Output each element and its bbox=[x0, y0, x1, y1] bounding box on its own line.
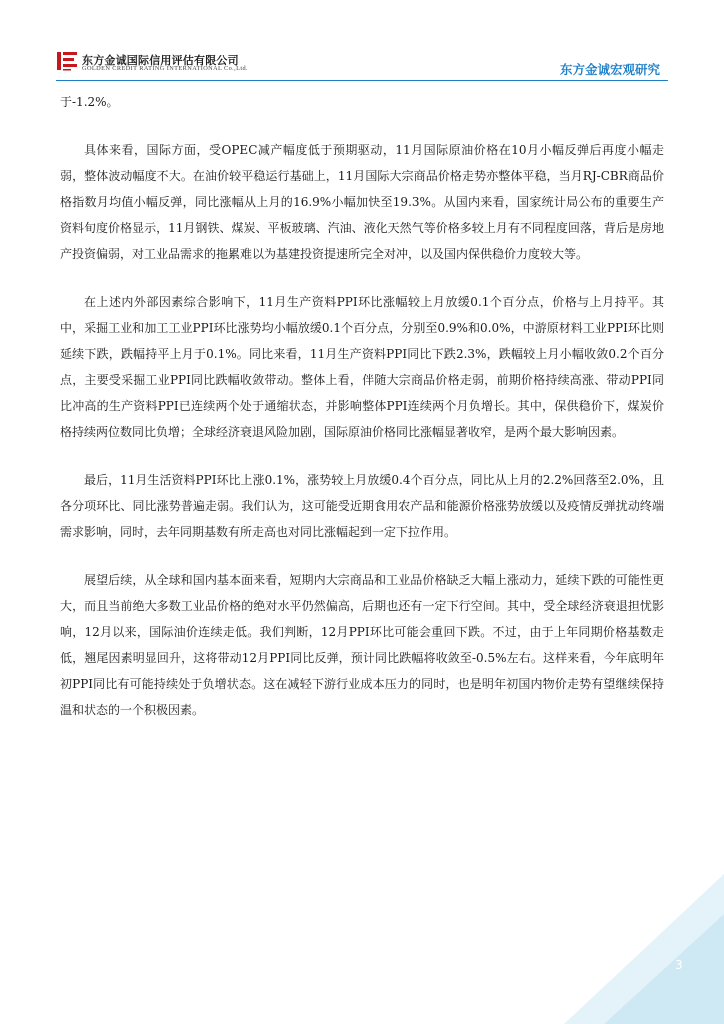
company-name-cn: 东方金诚国际信用评估有限公司 bbox=[82, 54, 239, 67]
corner-decoration bbox=[504, 874, 724, 1024]
page-number: 3 bbox=[675, 958, 683, 972]
company-name-en: GOLDEN CREDIT RATING INTERNATIONAL Co.,Ltd. bbox=[82, 65, 249, 72]
company-logo-icon bbox=[56, 50, 78, 72]
paragraph: 展望后续，从全球和国内基本面来看，短期内大宗商品和工业品价格缺乏大幅上涨动力，延续下跌的可能性更大，而且当前绝大多数工业品价格的绝对水平仍然偏高，后期也还有一定下行空间。其中，受全球经济衰退担忧影响，12月以来，国际油价连续走低。我们判断，12月PPI环比可能会重回下跌。不过，由于上年同期价格基数走低，翘尾因素明显回升，这将带动12月PPI同比反弹，预计同比跌幅将收敛至-0.5%左右。这样来看，今年底明年初PPI同比有可能持续处于负增状态。这在减轻下游行业成本压力的同时，也是明年初国内物价走势有望继续保持温和状态的一个积极因素。 bbox=[60, 573, 664, 717]
article-body bbox=[60, 89, 664, 745]
page-header bbox=[56, 50, 668, 80]
report-series-title: 东方金诚宏观研究 bbox=[559, 62, 660, 77]
paragraph: 于-1.2%。 bbox=[60, 95, 119, 109]
header-divider bbox=[56, 80, 668, 81]
paragraph: 最后，11月生活资料PPI环比上涨0.1%，涨势较上月放缓0.4个百分点，同比从上月的2.2%回落至2.0%，且各分项环比、同比涨势普遍走弱。我们认为，这可能受近期食用农产品和能源价格涨势放缓以及疫情反弹扰动终端需求影响，同时，去年同期基数有所走高也对同比涨幅起到一定下拉作用。 bbox=[60, 473, 664, 539]
paragraph: 具体来看，国际方面，受OPEC减产幅度低于预期驱动，11月国际原油价格在10月小幅反弹后再度小幅走弱，整体波动幅度不大。在油价较平稳运行基础上，11月国际大宗商品价格走势亦整体平稳，当月RJ-CBR商品价格指数月均值小幅反弹，同比涨幅从上月的16.9%小幅加快至19.3%。从国内来看，国家统计局公布的重要生产资料旬度价格显示，11月钢铁、煤炭、平板玻璃、汽油、液化天然气等价格多较上月有不同程度回落，背后是房地产投资偏弱，对工业品需求的拖累难以为基建投资提速所完全对冲，以及国内保供稳价力度较大等。 bbox=[60, 143, 664, 261]
paragraph: 在上述内外部因素综合影响下，11月生产资料PPI环比涨幅较上月放缓0.1个百分点，价格与上月持平。其中，采掘工业和加工工业PPI环比涨势均小幅放缓0.1个百分点，分别至0.9%和0.0%，中游原材料工业PPI环比则延续下跌，跌幅持平上月于0.1%。同比来看，11月生产资料PPI同比下跌2.3%，跌幅较上月小幅收敛0.2个百分点，主要受采掘工业PPI同比跌幅收敛带动。整体上看，伴随大宗商品价格走弱，前期价格持续高涨、带动PPI同比冲高的生产资料PPI已连续两个处于通缩状态，并影响整体PPI连续两个月负增长。其中，保供稳价下，煤炭价格持续两位数同比负增；全球经济衰退风险加剧，国际原油价格同比涨幅显著收窄，是两个最大影响因素。 bbox=[60, 295, 664, 439]
